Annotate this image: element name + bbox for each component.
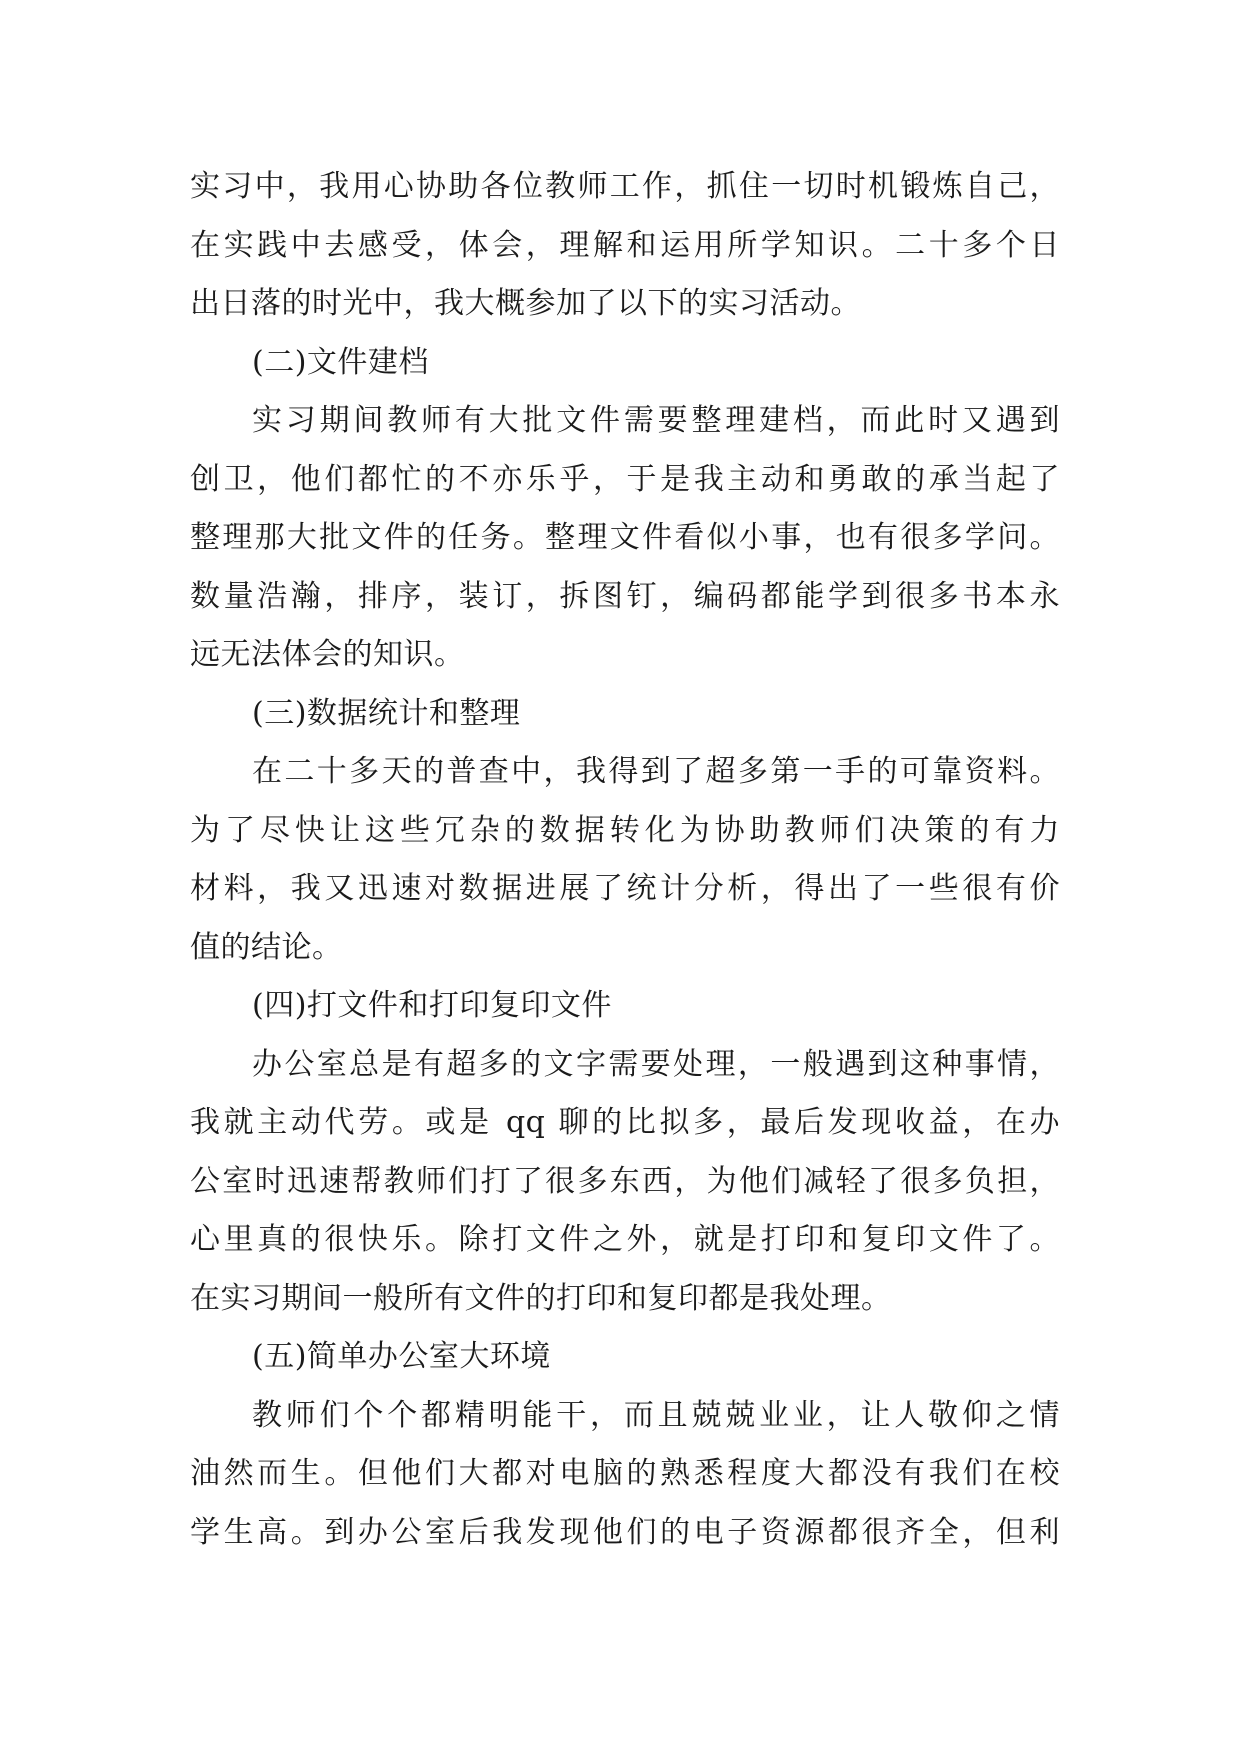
text-line: 出日落的时光中，我大概参加了以下的实习活动。 xyxy=(190,286,861,321)
text-line: 值的结论。 xyxy=(190,929,343,965)
section-heading-data-statistics: (三)数据统计和整理 xyxy=(252,695,521,731)
text-line: 在实践中去感受，体会，理解和运用所学知识。二十多个日 xyxy=(190,227,1060,263)
document-body xyxy=(190,158,1060,1562)
paragraph xyxy=(190,1036,1060,1329)
paragraph xyxy=(190,158,1060,334)
text-line: 整理那大批文件的任务。整理文件看似小事，也有很多学问。 xyxy=(190,520,1060,555)
text-line: 油然而生。但他们大都对电脑的熟悉程度大都没有我们在校 xyxy=(190,1456,1060,1491)
text-line: 数量浩瀚，排序，装订，拆图钉，编码都能学到很多书本永 xyxy=(190,578,1060,614)
text-line: 远无法体会的知识。 xyxy=(190,637,465,672)
text-line: 我就主动代劳。或是 qq 聊的比拟多，最后发现收益，在办 xyxy=(190,1105,1060,1140)
paragraph xyxy=(190,392,1060,685)
text-line: 在实习期间一般所有文件的打印和复印都是我处理。 xyxy=(190,1280,892,1316)
section-heading-typing-printing: (四)打文件和打印复印文件 xyxy=(252,988,612,1023)
text-line: 创卫，他们都忙的不亦乐乎，于是我主动和勇敢的承当起了 xyxy=(190,461,1060,497)
paragraph xyxy=(190,743,1060,977)
text-line: 学生高。到办公室后我发现他们的电子资源都很齐全，但利 xyxy=(190,1514,1060,1550)
section-heading-file-archiving: (二)文件建档 xyxy=(252,344,429,380)
text-line: 教师们个个都精明能干，而且兢兢业业，让人敬仰之情 xyxy=(252,1397,1060,1433)
section-heading-office-environment: (五)简单办公室大环境 xyxy=(252,1339,551,1374)
text-line: 在二十多天的普查中，我得到了超多第一手的可靠资料。 xyxy=(252,754,1060,789)
text-line: 实习中，我用心协助各位教师工作，抓住一切时机锻炼自己， xyxy=(190,169,1060,204)
text-line: 公室时迅速帮教师们打了很多东西，为他们减轻了很多负担， xyxy=(190,1163,1060,1199)
text-line: 材料，我又迅速对数据进展了统计分析，得出了一些很有价 xyxy=(190,871,1060,906)
text-line: 心里真的很快乐。除打文件之外，就是打印和复印文件了。 xyxy=(190,1222,1060,1257)
text-line: 办公室总是有超多的文字需要处理，一般遇到这种事情， xyxy=(252,1046,1060,1082)
text-line: 为了尽快让这些冗杂的数据转化为协助教师们决策的有力 xyxy=(190,812,1060,848)
paragraph xyxy=(190,1387,1060,1563)
text-line: 实习期间教师有大批文件需要整理建档，而此时又遇到 xyxy=(252,403,1060,438)
